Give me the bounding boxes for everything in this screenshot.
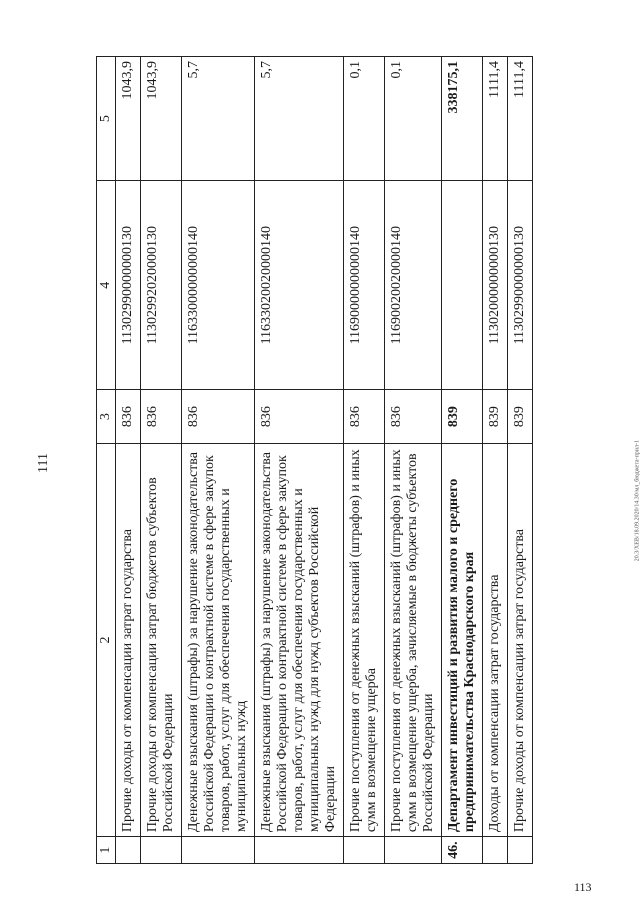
header-col-5: 5 [97,57,116,181]
row-name: Прочие поступления от денежных взысканий (штрафов) и иных сумм в возмещение ущерба, зачисляемые в бюджеты субъектов Российской Федерации [385,443,442,836]
table-row [344,57,385,864]
row-kbk-code: 11633000000000140 [182,181,255,390]
row-admin-code: 839 [442,390,483,444]
document-stamp: 20.3/ХЕВ/18.09.2020/14.30/мл_бюджета-прил-1 [634,440,640,562]
row-amount: 5,7 [255,57,344,181]
table-header-row [97,57,116,864]
row-admin-code: 836 [116,390,141,444]
table-row [442,57,483,864]
row-admin-code: 836 [255,390,344,444]
row-number [483,837,508,864]
header-col-1: 1 [97,837,116,864]
table-row [255,57,344,864]
row-kbk-code: 11302990000000130 [508,181,533,390]
row-number [508,837,533,864]
row-kbk-code: 11302990000000130 [116,181,141,390]
row-amount: 5,7 [182,57,255,181]
row-amount: 1043,9 [141,57,182,181]
row-amount: 1043,9 [116,57,141,181]
header-col-4: 4 [97,181,116,390]
row-kbk-code: 11633020020000140 [255,181,344,390]
row-admin-code: 839 [483,390,508,444]
revenue-table-sheet [96,56,580,864]
row-name: Денежные взыскания (штрафы) за нарушение законодательства Российской Федерации о контрактной системе в сфере закупок товаров, работ, услуг для обеспечения государственных и муниципальных нужд для нужд субъектов Российской Федерации [255,443,344,836]
row-kbk-code: 11690000000000140 [344,181,385,390]
row-name: Прочие поступления от денежных взысканий (штрафов) и иных сумм в возмещение ущерба [344,443,385,836]
row-number [344,837,385,864]
table-body [116,57,533,864]
row-amount: 0,1 [344,57,385,181]
row-name: Доходы от компенсации затрат государства [483,443,508,836]
table-row [385,57,442,864]
row-number [182,837,255,864]
row-admin-code: 836 [182,390,255,444]
header-col-2: 2 [97,443,116,836]
row-name: Прочие доходы от компенсации затрат бюджетов субъектов Российской Федерации [141,443,182,836]
row-number [141,837,182,864]
page-number-bottom: 113 [574,880,592,894]
row-admin-code: 839 [508,390,533,444]
table-row [182,57,255,864]
table-row [116,57,141,864]
row-name: Департамент инвестиций и развития малого и среднего предпринимательства Краснодарского края [442,443,483,836]
row-admin-code: 836 [385,390,442,444]
row-amount: 338175,1 [442,57,483,181]
row-admin-code: 836 [141,390,182,444]
row-kbk-code [442,181,483,390]
row-name: Денежные взыскания (штрафы) за нарушение законодательства Российской Федерации о контрактной системе в сфере закупок товаров, работ, услуг для обеспечения государственных и муниципальных нужд [182,443,255,836]
row-kbk-code: 11302000000000130 [483,181,508,390]
page-number-top: 111 [35,453,51,473]
table-row [141,57,182,864]
row-name: Прочие доходы от компенсации затрат государства [508,443,533,836]
row-name: Прочие доходы от компенсации затрат государства [116,443,141,836]
row-admin-code: 836 [344,390,385,444]
row-amount: 0,1 [385,57,442,181]
header-col-3: 3 [97,390,116,444]
row-number: 46. [442,837,483,864]
row-number [385,837,442,864]
row-kbk-code: 11690020020000140 [385,181,442,390]
revenue-table [96,56,533,864]
row-kbk-code: 11302992020000130 [141,181,182,390]
row-amount: 1111,4 [483,57,508,181]
table-row [508,57,533,864]
row-amount: 1111,4 [508,57,533,181]
row-number [255,837,344,864]
row-number [116,837,141,864]
table-row [483,57,508,864]
